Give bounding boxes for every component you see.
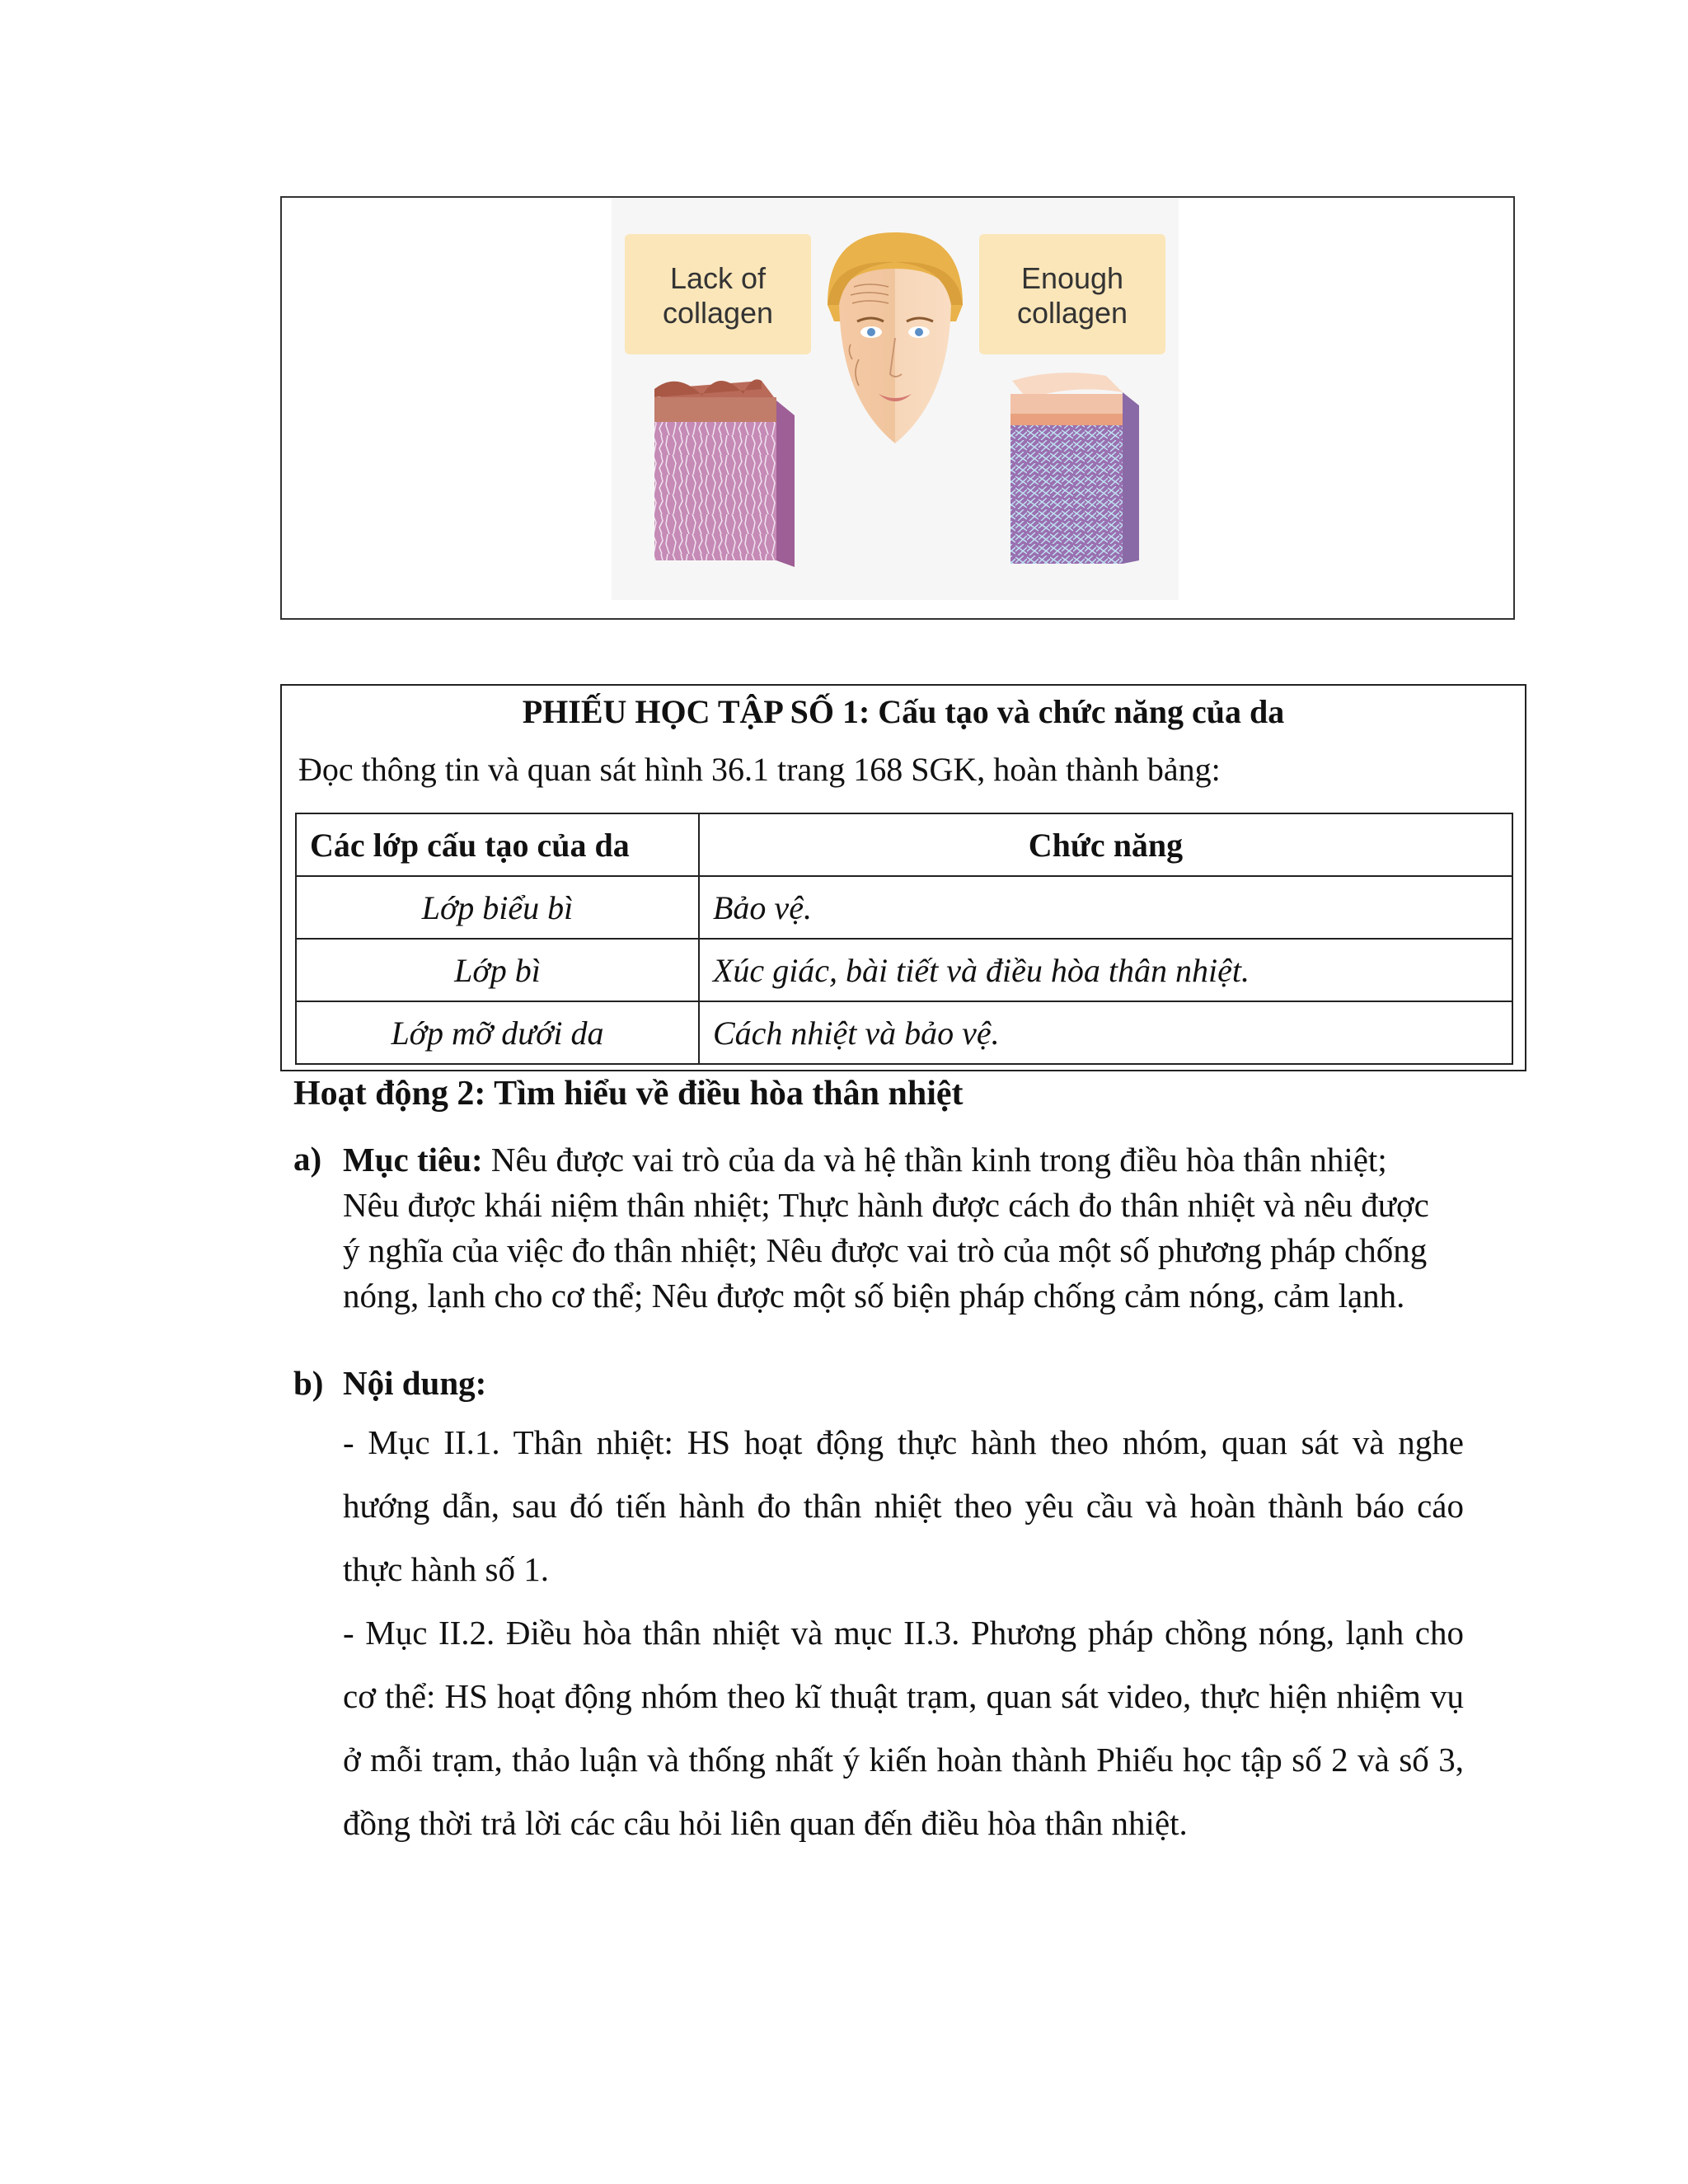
table-cell-layer: Lớp mỡ dưới da	[296, 1001, 699, 1064]
table-row	[296, 939, 1512, 1001]
item-a-marker: a)	[293, 1140, 322, 1178]
activity-heading: Hoạt động 2: Tìm hiểu về điều hòa thân nhiệt	[293, 1075, 964, 1113]
table-cell-function: Xúc giác, bài tiết và điều hòa thân nhiệt.	[699, 939, 1512, 1001]
worksheet-instruction: Đọc thông tin và quan sát hình 36.1 trang 168 SGK, hoàn thành bảng:	[298, 751, 1221, 788]
skin-block-enough-collagen	[1010, 373, 1139, 564]
worksheet-title: PHIẾU HỌC TẬP SỐ 1: Cấu tạo và chức năng của da	[522, 693, 1285, 730]
item-a-text: Nêu được vai trò của da và hệ thần kinh trong điều hòa thân nhiệt; Nêu được khái niệm thân nhiệt; Thực hành được cách đo thân nhiệt và nêu được ý nghĩa của việc đo thân nhiệt; Nêu được vai trò của một số phương pháp chống nóng, lạnh cho cơ thể; Nêu được một số biện pháp chống cảm nóng, cảm lạnh.	[343, 1141, 1429, 1315]
item-b-paragraph-2: - Mục II.2. Điều hòa thân nhiệt và mục II.3. Phương pháp chồng nóng, lạnh cho cơ thể: HS hoạt động nhóm theo kĩ thuật trạm, quan sát video, thực hiện nhiệm vụ ở mỗi trạm, thảo luận và thống nhất ý kiến hoàn thành Phiếu học tập số 2 và số 3, đồng thời trả lời các câu hỏi liên quan đến điều hòa thân nhiệt.	[343, 1614, 1464, 1842]
enough-collagen-line2: collagen	[1016, 296, 1128, 330]
worksheet-box	[280, 684, 1526, 1071]
item-a-label: Mục tiêu:	[343, 1141, 483, 1179]
lack-collagen-line1: Lack of	[669, 261, 767, 295]
skin-block-lack-collagen	[654, 379, 795, 567]
item-b-marker: b)	[293, 1364, 324, 1402]
lack-collagen-line2: collagen	[662, 296, 774, 330]
table-header-row	[296, 813, 1512, 876]
table-cell-function: Cách nhiệt và bảo vệ.	[699, 1001, 1512, 1064]
table-row	[296, 1001, 1512, 1064]
table-cell-layer: Lớp bì	[296, 939, 699, 1001]
table-row	[296, 876, 1512, 939]
item-b-label: Nội dung:	[343, 1364, 487, 1402]
table-header-layers: Các lớp cấu tạo của da	[296, 813, 699, 876]
item-a-paragraph	[343, 1137, 1447, 1319]
table-header-function: Chức năng	[699, 813, 1512, 876]
enough-collagen-line1: Enough	[1020, 261, 1124, 295]
table-cell-function: Bảo vệ.	[699, 876, 1512, 939]
table-cell-layer: Lớp biểu bì	[296, 876, 699, 939]
skin-layers-table	[295, 813, 1513, 1065]
collagen-illustration	[612, 198, 1179, 600]
item-b-paragraph-1: - Mục II.1. Thân nhiệt: HS hoạt động thực hành theo nhóm, quan sát và nghe hướng dẫn, sau đó tiến hành đo thân nhiệt theo yêu cầu và hoàn thành báo cáo thực hành số 1.	[343, 1423, 1464, 1588]
